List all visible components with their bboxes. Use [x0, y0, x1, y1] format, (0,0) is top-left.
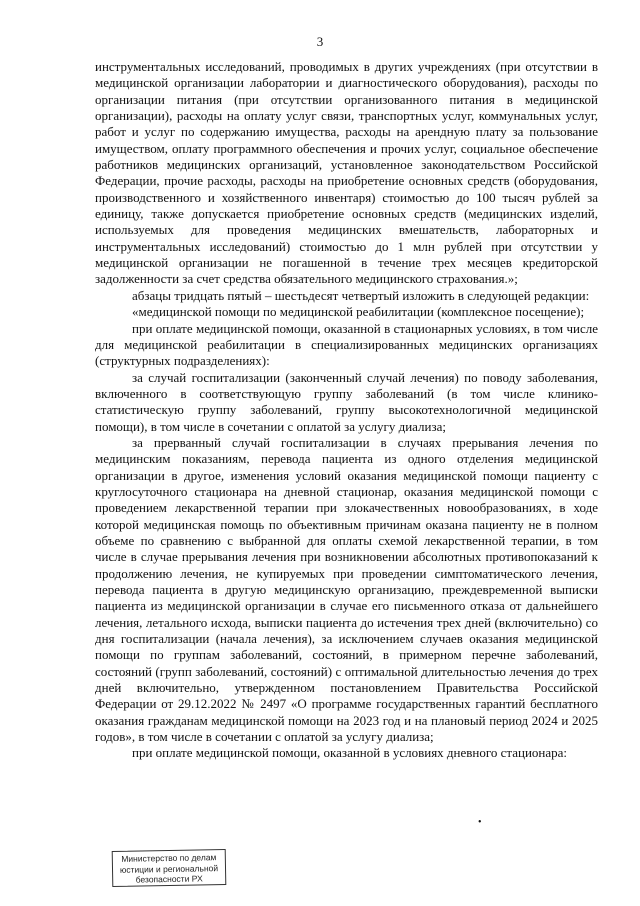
- page-number: 3: [316, 34, 324, 49]
- registration-stamp: [112, 849, 227, 887]
- paragraph-hospitalization-case: за случай госпитализации (законченный случай лечения) по поводу заболевания, включенного в соответствующую группу заболеваний (в том числе клинико-статистическую группу заболеваний, группу высокотехнологичной медицинской помощи), в том числе в сочетании с оплатой за услугу диализа;: [95, 369, 598, 434]
- paragraph-rehab-visit: «медицинской помощи по медицинской реабилитации (комплексное посещение);: [132, 304, 585, 320]
- stamp-line: Министерство по делам: [121, 852, 217, 864]
- stray-mark: •: [478, 817, 482, 828]
- paragraph-interrupted-case: за прерванный случай госпитализации в случаях прерывания лечения по медицинским показаниям, перевода пациента из одного отделения медицинской организации в другое, изменения условий оказания медицинской помощи пациенту с круглосуточного стационара на дневной стационар, оказания медицинской помощи с проведением лекарственной терапии при злокачественных новообразованиях, в ходе которой медицинская помощь по объективным причинам оказана пациенту не в полном объеме по сравнению с выбранной для оплаты схемой лекарственной терапии, в том числе в случае прерывания лечения при возникновении абсолютных противопоказаний к продолжению лечения, не купируемых при проведении симптоматического лечения, перевода пациента в другую медицинскую организацию, преждевременной выписки пациента из медицинской организации в случае его письменного отказа от дальнейшего лечения, летального исхода, выписки пациента до истечения трех дней (включительно) со дня госпитализации (начала лечения), за исключением случаев оказания медицинской помощи по группам заболеваний, состояний, в примерном перечне заболеваний, состояний (групп заболеваний, состояний) с оптимальной длительностью лечения до трех дней включительно, утвержденном постановлением Правительства Российской Федерации от 29.12.2022 № 2497 «О программе государственных гарантий бесплатного оказания гражданам медицинской помощи на 2023 год и на плановый период 2024 и 2025 годов», в том числе в сочетании с оплатой за услугу диализа;: [95, 434, 598, 745]
- paragraph-inpatient-payment: при оплате медицинской помощи, оказанной в стационарных условиях, в том числе для медицинской реабилитации в специализированных медицинских организациях (структурных подразделениях):: [95, 320, 598, 369]
- document-body: [95, 59, 598, 762]
- paragraph-continuation: инструментальных исследований, проводимых в других учреждениях (при отсутствии в медицинской организации лаборатории и диагностического оборудования), расходы по организации питания (при отсутствии организованного питания в медицинской организации), расходы на оплату услуг связи, транспортных услуг, коммунальных услуг, работ и услуг по содержанию имущества, расходы на арендную плату за пользование имуществом, оплату программного обеспечения и прочих услуг, социальное обеспечение работников медицинских организаций, установленное законодательством Российской Федерации, прочие расходы, расходы на приобретение основных средств (оборудования, производственного и хозяйственного инвентаря) стоимостью до 100 тысяч рублей за единицу, также допускается приобретение основных средств (медицинских изделий, используемых для проведения медицинских вмешательств, лабораторных и инструментальных исследований) стоимостью до 1 млн рублей при отсутствии у медицинской организации не погашенной в течение трех месяцев кредиторской задолженности за счет средства обязательного медицинского страхования.»;: [95, 59, 598, 287]
- stamp-line: юстиции и региональной: [119, 862, 219, 875]
- stamp-line: безопасности РХ: [135, 873, 203, 885]
- paragraph-amendment-intro: абзацы тридцать пятый – шестьдесят четвертый изложить в следующей редакции:: [132, 287, 590, 303]
- paragraph-day-hospital: при оплате медицинской помощи, оказанной в условиях дневного стационара:: [132, 745, 568, 761]
